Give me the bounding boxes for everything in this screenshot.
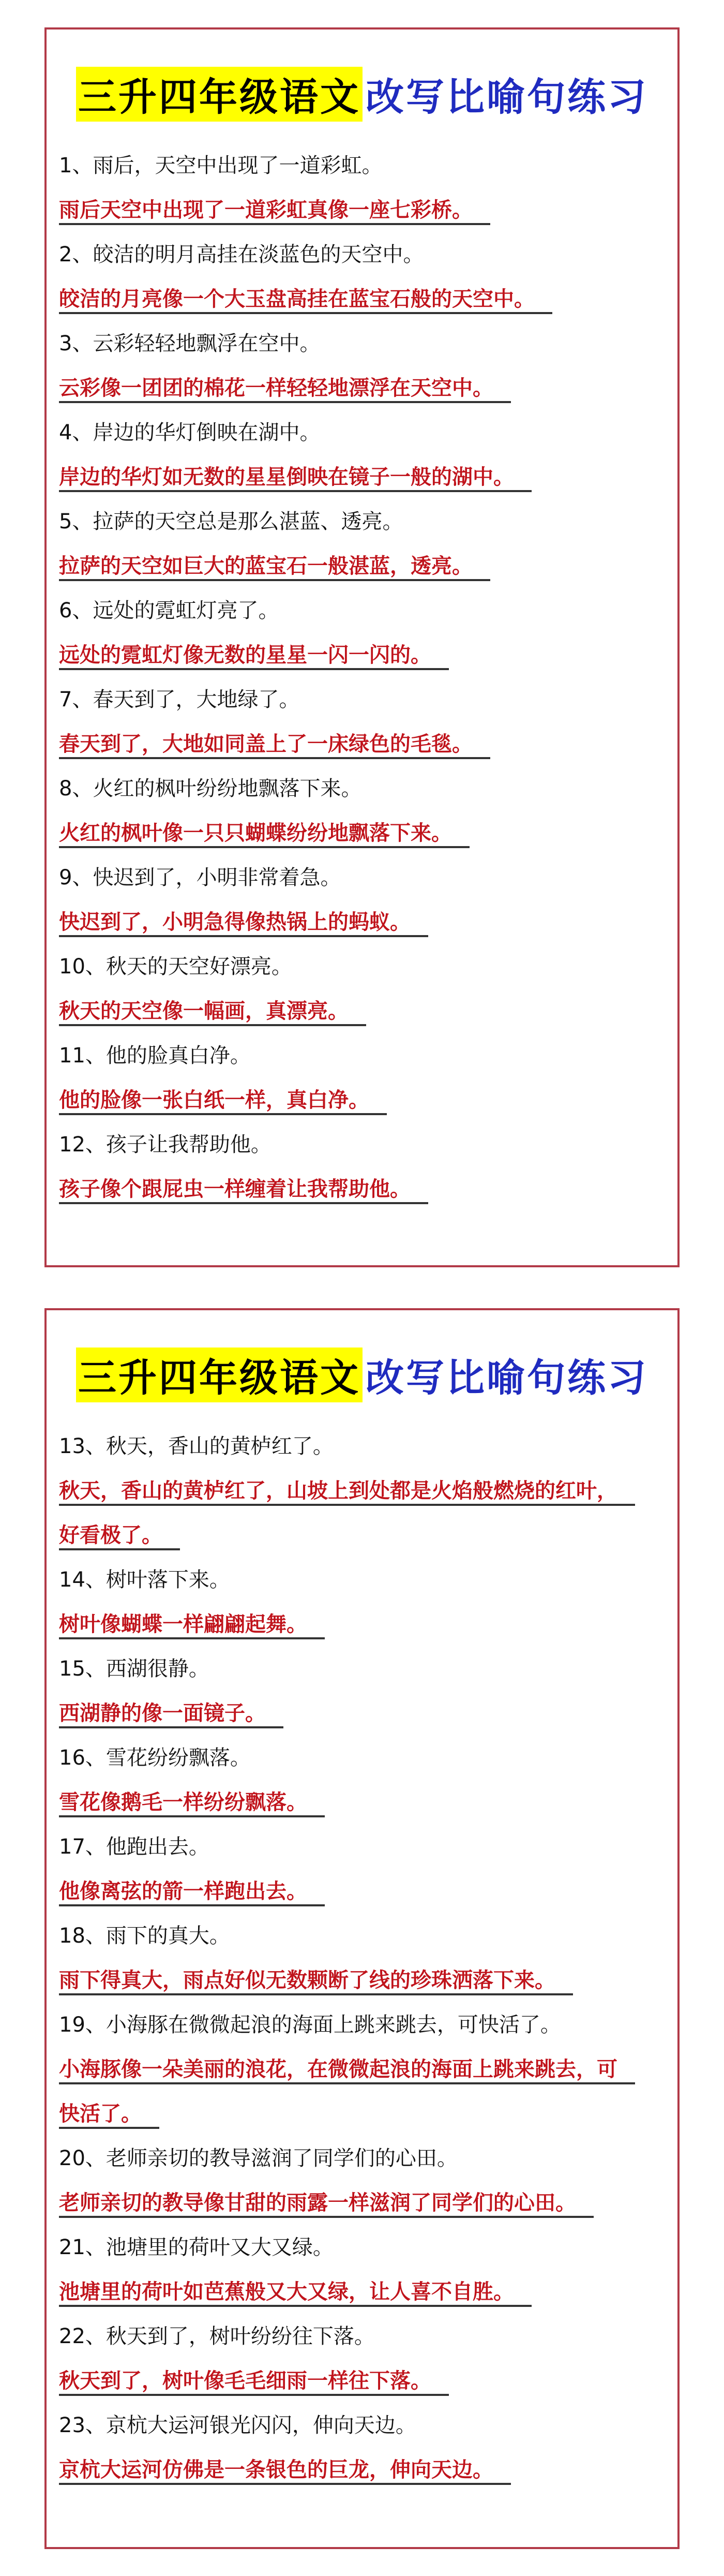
- exercise-question: 22、秋天到了，树叶纷纷往下落。: [59, 2325, 375, 2348]
- answer-text: 老师亲切的教导像甘甜的雨露一样滋润了同学们的心田。: [59, 2191, 594, 2218]
- answer-text: 雨下得真大，雨点好似无数颗断了线的珍珠洒落下来。: [59, 1968, 573, 1995]
- exercise-question: 14、树叶落下来。: [59, 1568, 230, 1592]
- title-topic: 改写比喻句练习: [366, 75, 648, 120]
- exercise-answer: [47, 2270, 677, 2314]
- answer-text: 雪花像鹅毛一样纷纷飘落。: [59, 1790, 325, 1817]
- exercise-answer: [47, 1869, 677, 1914]
- exercise-answer: [47, 722, 677, 766]
- exercise-question: 17、他跑出去。: [59, 1835, 209, 1859]
- exercise-answer: [47, 1078, 677, 1122]
- answer-text: 池塘里的荷叶如芭蕉般又大又绿，让人喜不自胜。: [59, 2280, 532, 2307]
- exercise-answer: [47, 2359, 677, 2403]
- answer-text: 西湖静的像一面镜子。: [59, 1701, 283, 1728]
- worksheet-title: [47, 1346, 677, 1403]
- exercise-answer: [47, 277, 677, 321]
- exercise-answer: [47, 2092, 677, 2136]
- exercise-question: 3、云彩轻轻地飘浮在空中。: [59, 332, 321, 356]
- exercise-answer: [47, 989, 677, 1033]
- exercise-answer: [47, 188, 677, 232]
- answer-text: 火红的枫叶像一只只蝴蝶纷纷地飘落下来。: [59, 821, 470, 848]
- exercise-answer: [47, 900, 677, 944]
- exercise-question: 8、火红的枫叶纷纷地飘落下来。: [59, 777, 362, 801]
- worksheet-title: [47, 66, 677, 123]
- exercise-question: 9、快迟到了，小明非常着急。: [59, 866, 341, 890]
- exercise-question: 5、拉萨的天空总是那么湛蓝、透亮。: [59, 510, 403, 534]
- exercise-list: [47, 1424, 677, 2492]
- exercise-question: 19、小海豚在微微起浪的海面上跳来跳去，可快活了。: [59, 2013, 561, 2037]
- exercise-question: 18、雨下的真大。: [59, 1924, 230, 1948]
- answer-text: 他的脸像一张白纸一样，真白净。: [59, 1088, 387, 1115]
- answer-text: 远处的霓虹灯像无数的星星一闪一闪的。: [59, 643, 449, 670]
- exercise-answer: [47, 1691, 677, 1736]
- answer-text: 秋天，香山的黄栌红了，山坡上到处都是火焰般燃烧的红叶，: [59, 1479, 635, 1506]
- title-topic: 改写比喻句练习: [366, 1356, 648, 1400]
- answer-text: 拉萨的天空如巨大的蓝宝石一般湛蓝，透亮。: [59, 554, 490, 581]
- answer-text: 京杭大运河仿佛是一条银色的巨龙，伸向天边。: [59, 2458, 511, 2485]
- answer-text: 孩子像个跟屁虫一样缠着让我帮助他。: [59, 1177, 428, 1204]
- exercise-answer: [47, 366, 677, 410]
- exercise-answer: [47, 2448, 677, 2492]
- exercise-question: 15、西湖很静。: [59, 1657, 209, 1681]
- exercise-answer: [47, 811, 677, 855]
- exercise-question: 6、远处的霓虹灯亮了。: [59, 599, 279, 623]
- exercise-answer: [47, 544, 677, 588]
- answer-text: 秋天到了，树叶像毛毛细雨一样往下落。: [59, 2369, 449, 2396]
- exercise-answer: [47, 633, 677, 677]
- exercise-question: 16、雪花纷纷飘落。: [59, 1746, 251, 1770]
- answer-text: 树叶像蝴蝶一样翩翩起舞。: [59, 1612, 325, 1639]
- exercise-question: 10、秋天的天空好漂亮。: [59, 955, 292, 979]
- exercise-answer: [47, 1167, 677, 1211]
- answer-text: 岸边的华灯如无数的星星倒映在镜子一般的湖中。: [59, 465, 532, 492]
- exercise-answer: [47, 2047, 677, 2092]
- exercise-answer: [47, 1513, 677, 1558]
- answer-text: 秋天的天空像一幅画，真漂亮。: [59, 999, 366, 1026]
- title-highlight: 三升四年级语文: [76, 67, 363, 122]
- exercise-answer: [47, 1469, 677, 1513]
- exercise-question: 20、老师亲切的教导滋润了同学们的心田。: [59, 2146, 458, 2170]
- exercise-question: 23、京杭大运河银光闪闪，伸向天边。: [59, 2414, 416, 2437]
- answer-text: 雨后天空中出现了一道彩虹真像一座七彩桥。: [59, 198, 490, 225]
- answer-text: 春天到了，大地如同盖上了一床绿色的毛毯。: [59, 732, 490, 759]
- exercise-answer: [47, 1602, 677, 1647]
- title-highlight: 三升四年级语文: [76, 1348, 363, 1402]
- answer-text: 皎洁的月亮像一个大玉盘高挂在蓝宝石般的天空中。: [59, 287, 552, 314]
- exercise-answer: [47, 1958, 677, 2003]
- exercise-question: 4、岸边的华灯倒映在湖中。: [59, 421, 321, 445]
- exercise-question: 7、春天到了，大地绿了。: [59, 688, 300, 712]
- exercise-question: 1、雨后，天空中出现了一道彩虹。: [59, 154, 383, 177]
- answer-text: 快迟到了，小明急得像热锅上的蚂蚁。: [59, 910, 428, 937]
- exercise-question: 12、孩子让我帮助他。: [59, 1133, 272, 1157]
- answer-text: 他像离弦的箭一样跑出去。: [59, 1879, 325, 1906]
- exercise-answer: [47, 1780, 677, 1825]
- exercise-answer: [47, 2181, 677, 2225]
- exercise-question: 21、池塘里的荷叶又大又绿。: [59, 2236, 334, 2259]
- exercise-answer: [47, 455, 677, 499]
- exercise-question: 2、皎洁的明月高挂在淡蓝色的天空中。: [59, 243, 424, 267]
- exercise-question: 13、秋天，香山的黄栌红了。: [59, 1434, 334, 1458]
- answer-text: 云彩像一团团的棉花一样轻轻地漂浮在天空中。: [59, 376, 511, 403]
- worksheet-page-2: [44, 1308, 680, 2549]
- answer-text: 快活了。: [59, 2102, 159, 2129]
- answer-text: 好看极了。: [59, 1523, 180, 1550]
- answer-text: 小海豚像一朵美丽的浪花，在微微起浪的海面上跳来跳去，可: [59, 2057, 635, 2084]
- worksheet-page-1: [44, 27, 680, 1267]
- exercise-question: 11、他的脸真白净。: [59, 1044, 251, 1068]
- exercise-list: [47, 143, 677, 1211]
